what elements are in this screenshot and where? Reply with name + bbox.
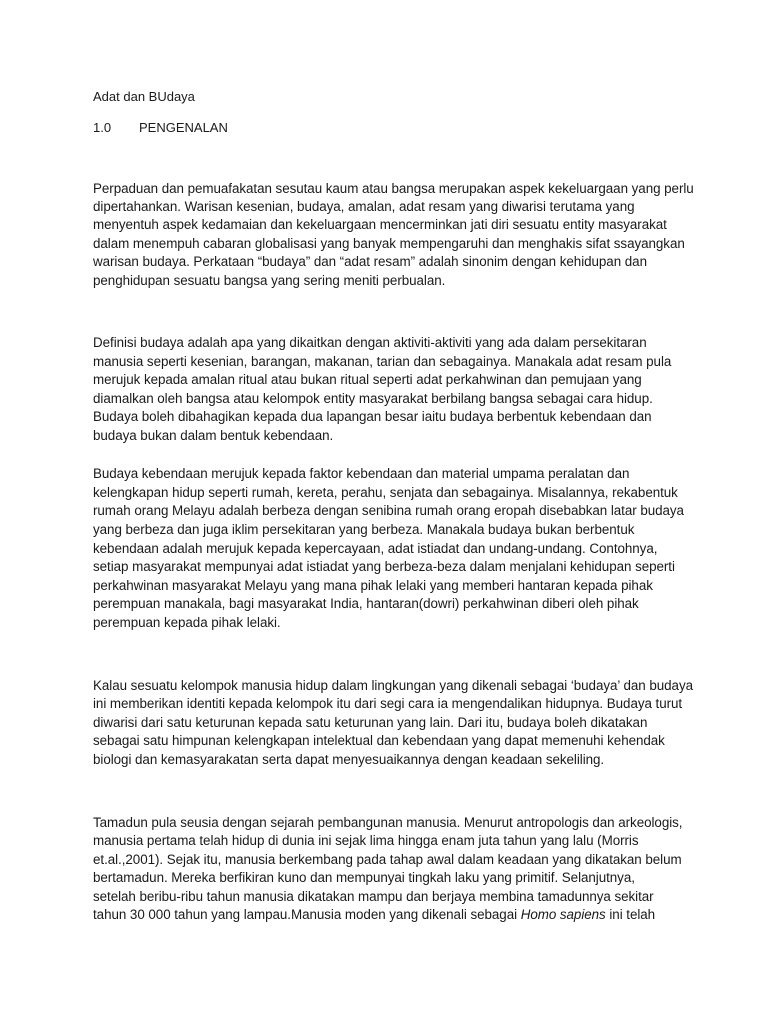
line-text: ini telah bbox=[605, 907, 656, 922]
paragraph-line: rumah orang Melayu adalah berbeza dengan senibina rumah orang eropah disebabkan latar budaya bbox=[93, 503, 684, 518]
paragraph-line: Budaya boleh dibahagikan kepada dua lapangan besar iaitu budaya berbentuk kebendaan dan bbox=[93, 409, 652, 424]
paragraph-line: manusia seperti kesenian, barangan, makanan, tarian dan sebagainya. Manakala adat resam pula bbox=[93, 354, 672, 369]
paragraph-line: biologi dan kemasyarakatan serta dapat menyesuaikannya dengan keadaan sekeliling. bbox=[93, 752, 605, 767]
paragraph-line: Perpaduan dan pemuafakatan sesutau kaum atau bangsa merupakan aspek kekeluargaan yang perlu bbox=[93, 181, 694, 196]
paragraph-line: menyentuh aspek kedamaian dan kekeluargaan mencerminkan jati diri sesuatu entity masyarakat bbox=[93, 217, 667, 232]
paragraph-line bbox=[93, 906, 655, 923]
paragraph-line: Definisi budaya adalah apa yang dikaitkan dengan aktiviti-aktiviti yang ada dalam persekitaran bbox=[93, 335, 647, 350]
italic-term: Homo sapiens bbox=[520, 907, 606, 922]
paragraph-line: Budaya kebendaan merujuk kepada faktor kebendaan dan material umpama peralatan dan bbox=[93, 466, 630, 481]
paragraph-line: perempuan kepada pihak lelaki. bbox=[93, 615, 281, 630]
paragraph-line: kebendaan adalah merujuk kepada kepercayaan, adat istiadat dan undang-undang. Contohnya, bbox=[93, 541, 658, 556]
paragraph-line: kelengkapan hidup seperti rumah, kereta, perahu, senjata dan sebagainya. Misalannya, rekabentuk bbox=[93, 485, 678, 500]
paragraph-line: manusia pertama telah hidup di dunia ini sejak lima hingga enam juta tahun yang lalu (Morris bbox=[93, 833, 639, 848]
paragraph-line: ini memberikan identiti kepada kelompok itu dari segi cara ia mengendalikan hidupnya. Budaya turut bbox=[93, 696, 683, 711]
paragraph-line: warisan budaya. Perkataan “budaya” dan “adat resam” adalah sinonim dengan kehidupan dan bbox=[93, 254, 647, 269]
paragraph-line: dalam menempuh cabaran globalisasi yang banyak mempengaruhi dan menghakis sifat ssayangkan bbox=[93, 236, 685, 251]
paragraph-line: perkahwinan masyarakat Melayu yang mana pihak lelaki yang memberi hantaran kepada pihak bbox=[93, 578, 653, 593]
paragraph-line: penghidupan sesuatu bangsa yang sering meniti perbualan. bbox=[93, 273, 446, 288]
paragraph-line: sebagai satu himpunan kelengkapan intelektual dan kebendaan yang dapat memenuhi kehendak bbox=[93, 733, 665, 748]
paragraph-line: Tamadun pula seusia dengan sejarah pembangunan manusia. Menurut antropologis dan arkeologis, bbox=[93, 815, 683, 830]
section-heading bbox=[93, 119, 228, 137]
section-number: 1.0 bbox=[93, 120, 112, 135]
paragraph-line: yang berbeza dan juga iklim persekitaran yang berbeza. Manakala budaya bukan berbentuk bbox=[93, 522, 635, 537]
line-text: tahun 30 000 tahun yang lampau.Manusia moden yang dikenali sebagai bbox=[93, 907, 521, 922]
section-heading-text: PENGENALAN bbox=[139, 120, 228, 135]
paragraph-line: Kalau sesuatu kelompok manusia hidup dalam lingkungan yang dikenali sebagai ‘budaya’ dan budaya bbox=[93, 678, 693, 693]
paragraph-line: diwarisi dari satu keturunan kepada satu keturunan yang lain. Dari itu, budaya boleh dikatakan bbox=[93, 715, 648, 730]
document-title: Adat dan BUdaya bbox=[93, 89, 195, 104]
paragraph-line: setiap masyarakat mempunyai adat istiadat yang berbeza-beza dalam menjalani kehidupan seperti bbox=[93, 559, 675, 574]
paragraph-line: budaya bukan dalam bentuk kebendaan. bbox=[93, 428, 334, 443]
paragraph-line: perempuan manakala, bagi masyarakat India, hantaran(dowri) perkahwinan diberi oleh pihak bbox=[93, 596, 639, 611]
paragraph-line: bertamadun. Mereka berfikiran kuno dan mempunyai tingkah laku yang primitif. Selanjutnya, bbox=[93, 870, 635, 885]
paragraph-line: merujuk kepada amalan ritual atau bukan ritual seperti adat perkahwinan dan pemujaan yang bbox=[93, 372, 642, 387]
paragraph-line: setelah beribu-ribu tahun manusia dikatakan mampu dan berjaya membina tamadunnya sekitar bbox=[93, 889, 654, 904]
paragraph-line: et.al.,2001). Sejak itu, manusia berkembang pada tahap awal dalam keadaan yang dikatakan belum bbox=[93, 852, 682, 867]
paragraph-line: dipertahankan. Warisan kesenian, budaya, amalan, adat resam yang diwarisi terutama yang bbox=[93, 199, 635, 214]
paragraph-line: diamalkan oleh bangsa atau kelompok entity masyarakat berbilang bangsa sebagai cara hidup. bbox=[93, 391, 653, 406]
